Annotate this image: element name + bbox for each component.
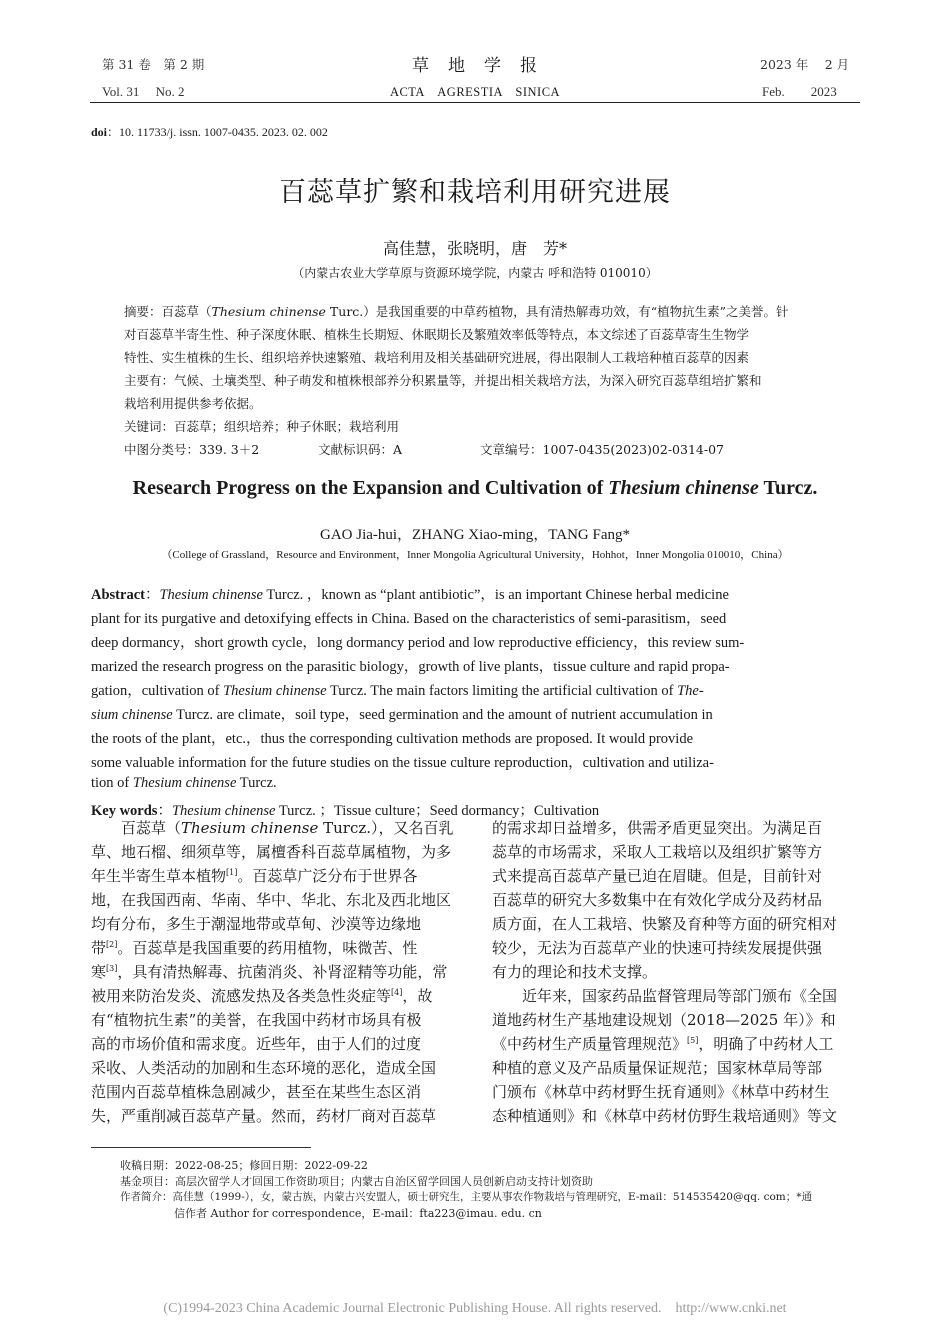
volume-issue-en: Vol. 31 No. 2 [102,84,185,99]
body-right-line: 质方面，在人工栽培、快繁及育种等方面的研究相对 [492,915,838,933]
title-en-species: Thesium chinense [608,477,759,499]
volume-issue-cn: 第 31 卷 第 2 期 [102,57,205,72]
clc-number: 中图分类号：339. 3＋2 [124,442,260,457]
body-left-line: 高的市场价值和需求度。近些年，由于人们的过度 [91,1035,422,1053]
body-left-line: 被用来防治发炎、流感发热及各类急性炎症等[4]，故 [91,987,433,1005]
date-cn: 2023 年 2 月 [760,57,850,72]
keywords-en-label: Key words [91,803,158,819]
abstract-en-line: tion of Thesium chinense Turcz. [91,775,277,791]
abstract-cn-line: 摘要：百蕊草（Thesium chinense Turc.）是我国重要的中草药植物，具有清热解毒功效，有“植物抗生素”之美誉。针 [124,304,789,319]
footnote-funding: 基金项目：高层次留学人才回国工作资助项目；内蒙古自治区留学回国人员创新启动支持计划资助 [120,1175,593,1188]
footnote-dates: 收稿日期：2022-08-25；修回日期：2022-09-22 [120,1159,368,1172]
body-left-line: 范围内百蕊草植株急剧减少，甚至在某些生态区消 [91,1083,422,1101]
body-left-line: 均有分布，多生于潮湿地带或草甸、沙漠等边缘地 [91,915,422,933]
body-right-line: 百蕊草的研究大多数集中在有效化学成分及药材品 [492,891,823,909]
footnote-rule [91,1147,311,1148]
abstract-en-line [91,583,729,604]
body-right-line: 道地药材生产基地建设规划（2018—2025 年）》和 [492,1011,836,1029]
document-code: 文献标识码：A [318,442,403,457]
affiliation-cn: （内蒙古农业大学草原与资源环境学院，内蒙古 呼和浩特 010010） [292,266,658,280]
body-left-line: 年生半寄生草本植物[1]。百蕊草广泛分布于世界各 [91,867,418,885]
journal-name-cn: 草 地 学 报 [412,56,538,76]
abstract-en-line: marized the research progress on the parasitic biology，growth of live plants，tissue culture and rapid propa- [91,659,730,675]
authors-cn: 高佳慧，张晓明，唐 芳* [382,239,567,258]
body-left-line: 地，在我国西南、华南、华中、华北、东北及西北地区 [91,891,452,909]
date-en: Feb. 2023 [762,84,837,99]
body-right-line: 有力的理论和技术支撑。 [492,963,658,981]
doi-value: 10. 11733/j. issn. 1007-0435. 2023. 02. 002 [119,125,328,139]
abstract-cn-line: 栽培利用提供参考依据。 [124,396,262,411]
keywords-en-text: ：Thesium chinense Turcz. ；Tissue culture；Seed dormancy；Cultivation [157,803,600,819]
keywords-cn: 关键词：百蕊草；组织培养；种子休眠；栽培利用 [124,419,400,434]
abstract-en-label: Abstract [91,587,145,603]
authors-en: GAO Jia-hui，ZHANG Xiao-ming，TANG Fang* [319,527,630,543]
title-cn: 百蕊草扩繁和栽培利用研究进展 [279,177,671,208]
title-en-part: Turcz. [758,477,818,499]
footnote-correspondence: 信作者 Author for correspondence，E-mail：fta223@imau. edu. cn [174,1207,542,1220]
journal-name-en: ACTA AGRESTIA SINICA [389,85,561,99]
cnki-watermark: (C)1994-2023 China Academic Journal Electronic Publishing House. All rights reserved. http://www.cnki.net [163,1301,787,1316]
body-left-line: 草、地石榴、细须草等，属檀香科百蕊草属植物，为多 [91,843,452,861]
body-right-line: 的需求却日益增多，供需矛盾更显突出。为满足百 [492,819,823,837]
title-en-part: Research Progress on the Expansion and Cultivation of [132,477,609,499]
abstract-en-line: deep dormancy，short growth cycle，long dormancy period and low reproductive efficiency，this review sum- [91,635,745,651]
header-rule [90,102,860,103]
body-left-line: 失，严重削减百蕊草产量。然而，药材厂商对百蕊草 [91,1107,437,1125]
title-en [0,477,950,500]
doi-label: doi [91,125,108,139]
body-left-line: 有“植物抗生素”的美誉，在我国中药材市场具有极 [91,1011,422,1029]
body-left-line: 寒[3]，具有清热解毒、抗菌消炎、补肾涩精等功能，常 [91,963,448,981]
body-left-line: 采收、人类活动的加剧和生态环境的恶化，造成全国 [91,1059,437,1077]
body-right-line: 《中药材生产质量管理规范》[5]，明确了中药材人工 [492,1035,834,1053]
abstract-cn-line: 特性、实生植株的生长、组织培养快速繁殖、栽培利用及相关基础研究进展，得出限制人工栽培种植百蕊草的因素 [124,350,750,365]
abstract-cn-line: 主要有：气候、土壤类型、种子萌发和植株根部养分积累量等，并提出相关栽培方法，为深入研究百蕊草组培扩繁和 [124,373,762,388]
body-right-line: 式来提高百蕊草产量已迫在眉睫。但是，目前针对 [492,867,823,885]
abstract-en-line: plant for its purgative and detoxifying effects in China. Based on the characteristics of semi-parasitism，seed [91,611,727,627]
abstract-en-text: ：Thesium chinense Turcz. ，known as “plant antibiotic”，is an important Chinese herbal medicine [144,587,729,603]
abstract-en-line: the roots of the plant，etc.，thus the corresponding cultivation methods are proposed. It would provide [91,731,694,747]
doi: doi：10. 11733/j. issn. 1007-0435. 2023. 02. 002 [91,125,328,139]
body-right-line: 种植的意义及产品质量保证规范；国家林草局等部 [492,1059,823,1077]
abstract-cn-line: 对百蕊草半寄生性、种子深度休眠、植株生长期短、休眠期长及繁殖效率低等特点，本文综述了百蕊草寄生生物学 [124,327,750,342]
article-number: 文章编号：1007-0435(2023)02-0314-07 [480,442,724,457]
abstract-en-line: sium chinense Turcz. are climate，soil type，seed germination and the amount of nutrient accumulation in [91,707,713,723]
footnote-author-bio: 作者简介：高佳慧（1999-），女，蒙古族，内蒙古兴安盟人，硕士研究生，主要从事农作物栽培与管理研究，E-mail：514535420@qq. com；*通 [120,1191,813,1203]
abstract-en-line: gation，cultivation of Thesium chinense Turcz. The main factors limiting the artificial cultivation of The- [91,683,704,699]
body-left-line: 百蕊草（Thesium chinense Turcz.），又名百乳 [121,819,454,837]
body-right-line: 门颁布《林草中药材野生抚育通则》《林草中药材生 [492,1083,830,1101]
abstract-en-line: some valuable information for the future studies on the tissue culture reproduction，cultivation and utiliza- [91,755,714,771]
affiliation-en: （College of Grassland，Resource and Environment，Inner Mongolia Agricultural University，Hohhot，Inner Mongolia 010010，China） [161,549,789,561]
body-right-line: 蕊草的市场需求，采取人工栽培以及组织扩繁等方 [492,843,823,861]
body-right-line: 较少，无法为百蕊草产业的快速可持续发展提供强 [492,939,823,957]
body-right-line: 态种植通则》和《林草中药材仿野生栽培通则》等文 [492,1107,838,1125]
body-right-line: 近年来，国家药品监督管理局等部门颁布《全国 [522,987,838,1005]
body-left-line: 带[2]。百蕊草是我国重要的药用植物，味微苦、性 [91,939,418,957]
